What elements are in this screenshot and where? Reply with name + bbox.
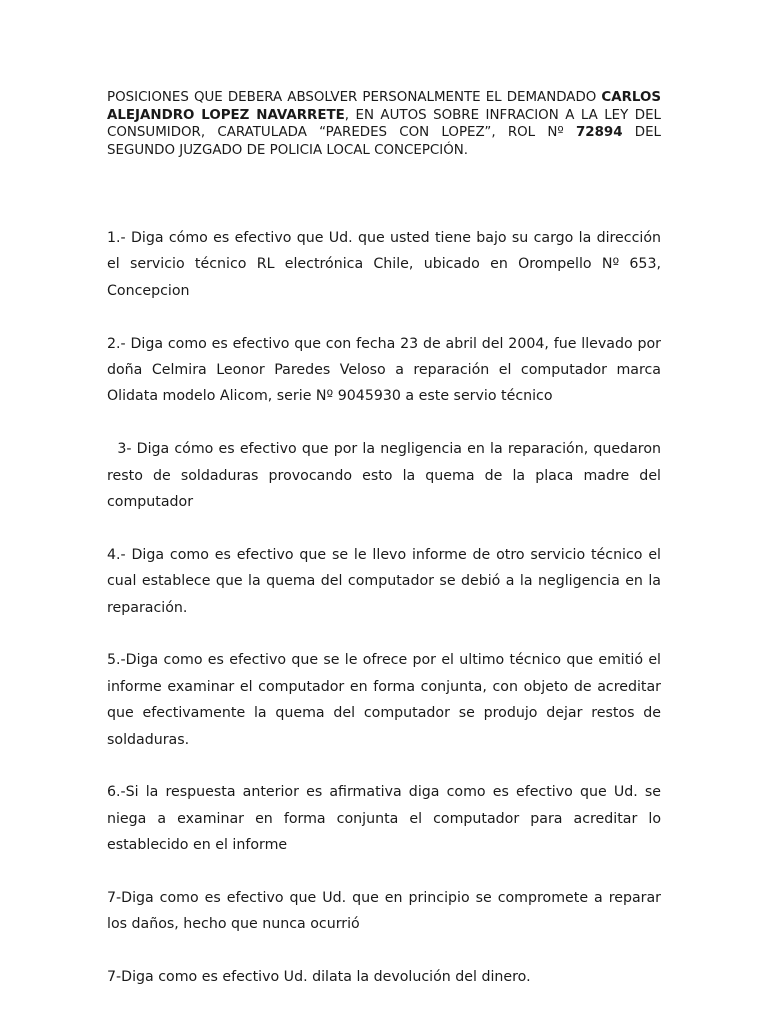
case-rol-number: 72894 bbox=[575, 125, 623, 140]
document-page bbox=[107, 0, 666, 1024]
defendant-name: CARLOS ALEJANDRO LOPEZ NAVARRETE bbox=[107, 90, 661, 123]
question-item bbox=[107, 331, 661, 410]
heading-text-2: , EN AUTOS SOBRE INFRACION A LA LEY DEL CONSUMIDOR, CARATULADA “PAREDES CON LOPEZ”, ROL Nº bbox=[107, 107, 661, 140]
question-item bbox=[107, 542, 661, 621]
question-item bbox=[107, 225, 661, 304]
question-item bbox=[107, 779, 661, 858]
question-text: 7-Diga como es efectivo Ud. dilata la devolución del dinero. bbox=[107, 969, 531, 986]
question-text: 3- Diga cómo es efectivo que por la negligencia en la reparación, quedaron resto de soldaduras provocando esto la quema de la placa madre del computador bbox=[107, 441, 666, 511]
question-item bbox=[107, 885, 661, 938]
question-text: 6.-Si la respuesta anterior es afirmativa diga como es efectivo que Ud. se niega a examinar en forma conjunta el computador para acreditar lo establecido en el informe bbox=[107, 784, 661, 854]
document-heading bbox=[107, 89, 661, 159]
question-text: 5.-Diga como es efectivo que se le ofrece por el ultimo técnico que emitió el informe examinar el computador en forma conjunta, con objeto de acreditar que efectivamente la quema del computador se produjo dejar restos de soldaduras. bbox=[107, 652, 661, 748]
question-item bbox=[107, 647, 661, 753]
question-text: 2.- Diga como es efectivo que con fecha 23 de abril del 2004, fue llevado por doña Celmira Leonor Paredes Veloso a reparación el computador marca Olidata modelo Alicom, serie Nº 9045930 a este servio técnico bbox=[107, 335, 661, 405]
heading-text-3: DEL SEGUNDO JUZGADO DE POLICIA LOCAL CONCEPCIÓN. bbox=[107, 125, 661, 158]
questions-list bbox=[107, 225, 666, 1017]
question-text: 4.- Diga como es efectivo que se le llevo informe de otro servicio técnico el cual establece que la quema del computador se debió a la negligencia en la reparación. bbox=[107, 546, 661, 616]
question-item bbox=[107, 964, 661, 990]
heading-text-1: POSICIONES QUE DEBERA ABSOLVER PERSONALMENTE EL DEMANDADO bbox=[107, 90, 602, 105]
question-text: 1.- Diga cómo es efectivo que Ud. que usted tiene bajo su cargo la dirección el servicio técnico RL electrónica Chile, ubicado en Orompello Nº 653, Concepcion bbox=[107, 230, 661, 299]
question-item bbox=[107, 436, 666, 515]
question-text: 7-Diga como es efectivo que Ud. que en principio se compromete a reparar los daños, hecho que nunca ocurrió bbox=[107, 890, 661, 933]
